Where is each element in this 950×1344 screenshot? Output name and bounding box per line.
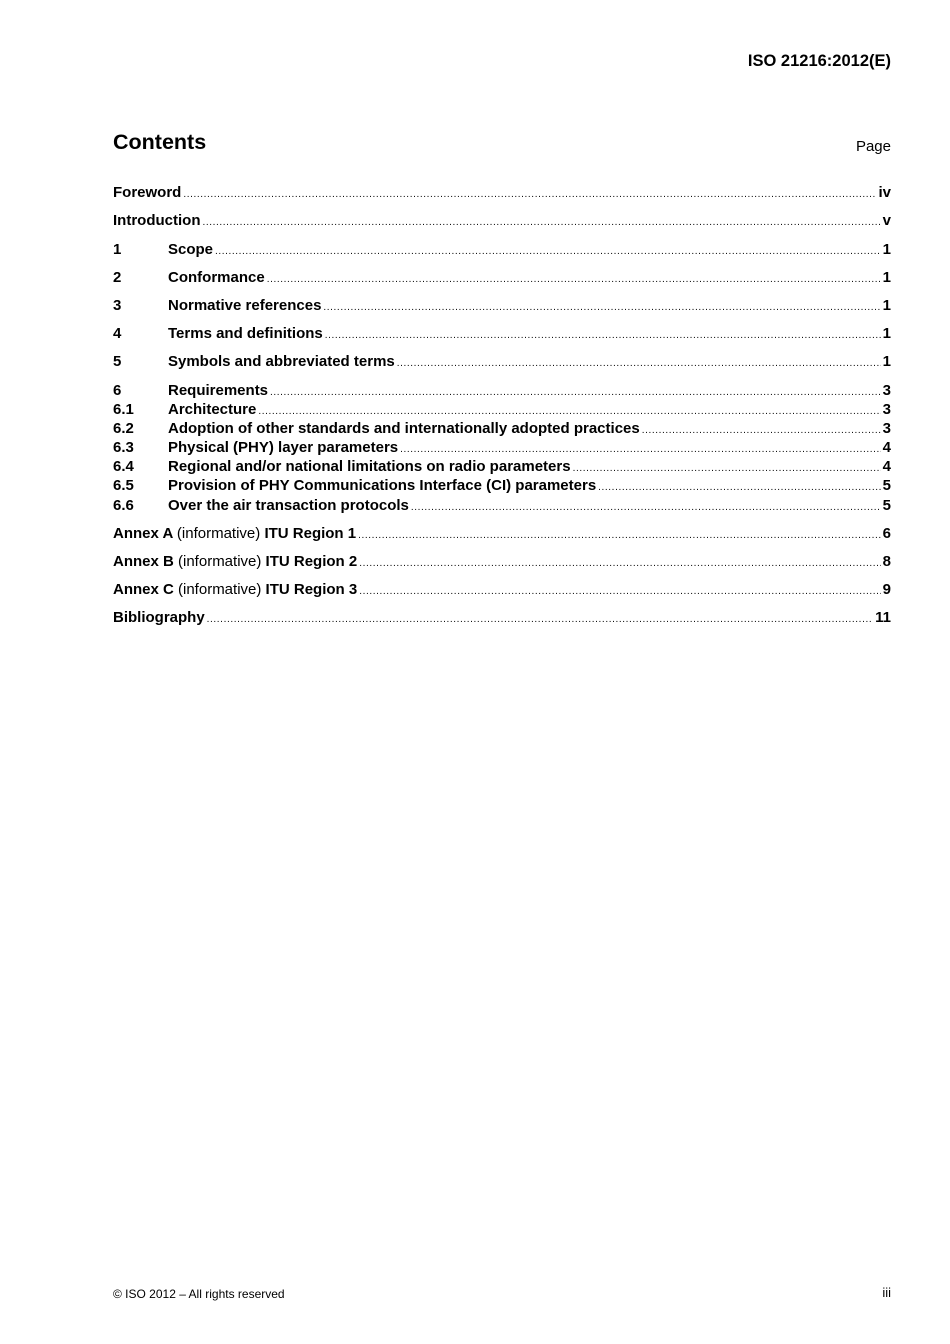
toc-entry-transaction-protocols[interactable] [113, 496, 891, 515]
toc-entry-number: 5 [113, 353, 122, 370]
toc-entry-page: 1 [882, 353, 891, 370]
page-column-label: Page [855, 138, 891, 155]
toc-entry-title: Scope [168, 241, 214, 258]
toc-entry-title: Adoption of other standards and internationally adopted practices [168, 420, 640, 437]
annex-label: Annex C [113, 581, 174, 598]
annex-title: ITU Region 2 [265, 553, 358, 570]
toc-entry-regional-limitations[interactable] [113, 457, 891, 476]
annex-type: (informative) [176, 525, 261, 542]
toc-entry-page: 11 [875, 609, 891, 626]
toc-leader-dots [183, 185, 876, 204]
toc-entry-title: Terms and definitions [168, 325, 323, 342]
toc-entry-title: Physical (PHY) layer parameters [168, 439, 399, 456]
toc-leader-dots [202, 213, 880, 232]
toc-entry-page: 1 [882, 241, 891, 258]
toc-leader-dots [598, 478, 880, 497]
toc-entry-title: Regional and/or national limitations on radio parameters [168, 458, 571, 475]
toc-entry-normative-references[interactable] [113, 296, 891, 315]
toc-leader-dots [323, 298, 880, 317]
annex-label: Annex A [113, 525, 173, 542]
toc-entry-page: 5 [882, 477, 891, 494]
toc-entry-title: Normative references [168, 297, 322, 314]
toc-leader-dots [215, 242, 881, 261]
toc-entry-title [113, 524, 356, 543]
toc-leader-dots [358, 526, 881, 545]
toc-entry-phy-layer-parameters[interactable] [113, 438, 891, 457]
toc-entry-title: Provision of PHY Communications Interface (CI) parameters [168, 477, 597, 494]
toc-entry-foreword[interactable] [113, 183, 891, 202]
toc-entry-title: Introduction [113, 212, 201, 229]
toc-entry-number: 6.1 [113, 401, 134, 418]
annex-title: ITU Region 3 [265, 581, 358, 598]
toc-entry-page: 1 [882, 269, 891, 286]
toc-entry-number: 6.2 [113, 420, 134, 437]
toc-entry-bibliography[interactable] [113, 608, 891, 627]
toc-entry-page: 5 [882, 497, 891, 514]
toc-entry-page: 3 [882, 401, 891, 418]
toc-entry-number: 6.5 [113, 477, 134, 494]
toc-entry-title: Over the air transaction protocols [168, 497, 409, 514]
toc-entry-page: 3 [882, 420, 891, 437]
toc-entry-number: 6.6 [113, 497, 134, 514]
toc-entry-page: 1 [882, 297, 891, 314]
toc-entry-number: 4 [113, 325, 122, 342]
toc-leader-dots [397, 354, 881, 373]
toc-entry-page: 6 [882, 525, 891, 542]
toc-entry-number: 2 [113, 269, 122, 286]
toc-entry-annex-b[interactable] [113, 552, 891, 571]
toc-leader-dots [267, 270, 881, 289]
toc-entry-phy-ci-parameters[interactable] [113, 476, 891, 495]
toc-entry-architecture[interactable] [113, 400, 891, 419]
toc-entry-page: 9 [882, 581, 891, 598]
toc-entry-terms-and-definitions[interactable] [113, 324, 891, 343]
toc-entry-title: Conformance [168, 269, 265, 286]
toc-leader-dots [207, 610, 873, 629]
toc-entry-annex-c[interactable] [113, 580, 891, 599]
toc-leader-dots [359, 554, 880, 573]
toc-entry-number: 6 [113, 382, 122, 399]
toc-entry-title [113, 552, 357, 571]
toc-entry-number: 6.4 [113, 458, 134, 475]
footer-copyright: © ISO 2012 – All rights reserved [113, 1287, 285, 1301]
toc-leader-dots [325, 326, 881, 345]
toc-entry-title: Bibliography [113, 609, 205, 626]
document-id: ISO 21216:2012(E) [747, 52, 891, 70]
toc-entry-title: Foreword [113, 184, 182, 201]
toc-entry-page: 1 [882, 325, 891, 342]
toc-entry-number: 1 [113, 241, 122, 258]
toc-entry-page: 3 [882, 382, 891, 399]
toc-entry-title: Architecture [168, 401, 257, 418]
annex-title: ITU Region 1 [264, 525, 357, 542]
toc-entry-title: Requirements [168, 382, 269, 399]
toc-leader-dots [359, 582, 880, 601]
annex-label: Annex B [113, 553, 174, 570]
toc-entry-requirements[interactable] [113, 381, 891, 400]
toc-entry-title [113, 580, 357, 599]
toc-entry-page: 4 [882, 439, 891, 456]
toc-entry-annex-a[interactable] [113, 524, 891, 543]
toc-entry-page: 4 [882, 458, 891, 475]
toc-leader-dots [411, 498, 881, 517]
toc-entry-title: Symbols and abbreviated terms [168, 353, 395, 370]
toc-entry-number: 3 [113, 297, 122, 314]
toc-entry-adoption-of-standards[interactable] [113, 419, 891, 438]
contents-heading: Contents [113, 130, 207, 154]
toc-entry-scope[interactable] [113, 240, 891, 259]
toc-entry-page: 8 [882, 553, 891, 570]
toc-entry-conformance[interactable] [113, 268, 891, 287]
annex-type: (informative) [178, 581, 262, 598]
annex-type: (informative) [178, 553, 262, 570]
footer-page-number: iii [882, 1285, 891, 1300]
toc-entry-introduction[interactable] [113, 211, 891, 230]
toc-entry-page: v [882, 212, 891, 229]
toc-entry-page: iv [878, 184, 891, 201]
toc-entry-number: 6.3 [113, 439, 134, 456]
toc-entry-symbols-abbreviated-terms[interactable] [113, 352, 891, 371]
